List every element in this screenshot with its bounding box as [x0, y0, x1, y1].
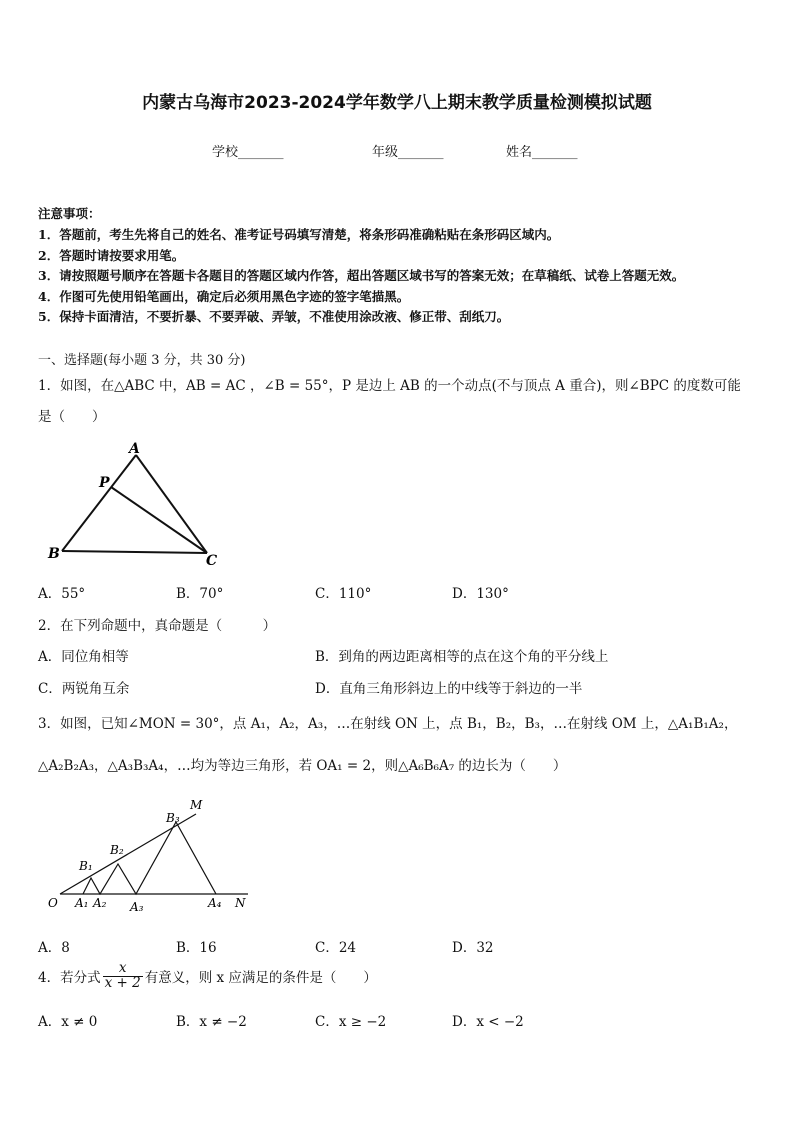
- side-ab: [62, 455, 136, 551]
- q4-option-a[interactable]: A．x ≠ 0: [38, 1014, 98, 1030]
- q3-rays-figure: [38, 792, 263, 917]
- q4-fraction: [103, 962, 143, 990]
- label-b3: B₃: [166, 811, 180, 825]
- q4-suffix: 有意义，则 x 应满足的条件是（ ）: [144, 970, 377, 986]
- q3-stem-line1: 3．如图，已知∠MON = 30°，点 A₁，A₂，A₃，…在射线 ON 上，点 B₁，B₂，B₃，…在射线 OM 上，△A₁B₁A₂，: [38, 716, 738, 732]
- label-c: C: [206, 553, 218, 569]
- label-b: B: [48, 546, 60, 562]
- ray-om: [60, 814, 196, 894]
- q4-numerator: x: [103, 962, 143, 977]
- label-a2: A₂: [93, 896, 107, 910]
- q1-stem-line1: 1．如图，在△ABC 中，AB = AC ，∠B = 55°，P 是边上 AB 的一个动点(不与顶点 A 重合)，则∠BPC 的度数可能: [38, 378, 741, 394]
- q3-stem-line2: △A₂B₂A₃，△A₃B₃A₄，…均为等边三角形，若 OA₁ = 2，则△A₆B₆A₇ 的边长为（ ）: [38, 758, 567, 774]
- label-b2: B₂: [110, 843, 124, 857]
- label-a1: A₁: [75, 896, 89, 910]
- label-a: A: [129, 441, 140, 457]
- label-o: O: [48, 896, 58, 910]
- q1-option-a[interactable]: A．55°: [38, 586, 86, 602]
- q4-option-d[interactable]: D．x < −2: [452, 1014, 524, 1030]
- q3-option-b[interactable]: B．16: [176, 940, 217, 956]
- grade-field: 年级_______: [372, 145, 444, 160]
- notice-item: 2．答题时请按要求用笔。: [38, 248, 185, 263]
- q2-option-b[interactable]: B．到角的两边距离相等的点在这个角的平分线上: [315, 649, 609, 665]
- label-p: P: [99, 475, 110, 491]
- q1-stem-line2: 是（ ）: [38, 409, 106, 425]
- q3-option-c[interactable]: C．24: [315, 940, 357, 956]
- side-bc: [62, 551, 207, 553]
- q4-option-b[interactable]: B．x ≠ −2: [176, 1014, 247, 1030]
- label-n: N: [235, 896, 246, 910]
- q3-option-a[interactable]: A．8: [38, 940, 70, 956]
- name-field: 姓名_______: [506, 145, 578, 160]
- notice-item: 3．请按照题号顺序在答题卡各题目的答题区域内作答，超出答题区域书写的答案无效；在草稿纸、试卷上答题无效。: [38, 268, 685, 283]
- q4-prefix: 4．若分式: [38, 970, 101, 986]
- label-b1: B₁: [79, 859, 93, 873]
- q2-option-d[interactable]: D．直角三角形斜边上的中线等于斜边的一半: [315, 681, 583, 697]
- label-a4: A₄: [208, 896, 222, 910]
- q3-option-d[interactable]: D．32: [452, 940, 494, 956]
- side-ac: [136, 455, 207, 553]
- q1-triangle-figure: [40, 438, 240, 573]
- section-title: 一、选择题(每小题 3 分，共 30 分): [38, 353, 246, 368]
- triangle-chain: [83, 822, 216, 894]
- q4-stem: [38, 962, 377, 990]
- segment-pc: [111, 487, 207, 553]
- label-m: M: [190, 798, 203, 812]
- label-a3: A₃: [130, 900, 144, 914]
- q1-option-b[interactable]: B．70°: [176, 586, 224, 602]
- q4-option-c[interactable]: C．x ≥ −2: [315, 1014, 387, 1030]
- notice-item: 5．保持卡面清洁，不要折暴、不要弄破、弄皱，不准使用涂改液、修正带、刮纸刀。: [38, 309, 510, 324]
- notice-item: 1．答题前，考生先将自己的姓名、准考证号码填写清楚，将条形码准确粘贴在条形码区域内。: [38, 227, 560, 242]
- page-title: 内蒙古乌海市2023-2024学年数学八上期末教学质量检测模拟试题: [142, 93, 652, 113]
- q2-option-c[interactable]: C．两锐角互余: [38, 681, 130, 697]
- q2-stem: 2．在下列命题中，真命题是（ ）: [38, 618, 277, 634]
- notice-item: 4．作图可先使用铅笔画出，确定后必须用黑色字迹的签字笔描黑。: [38, 289, 410, 304]
- school-field: 学校_______: [212, 145, 284, 160]
- notice-heading: 注意事项：: [38, 206, 101, 221]
- q1-option-c[interactable]: C．110°: [315, 586, 372, 602]
- q2-option-a[interactable]: A．同位角相等: [38, 649, 129, 665]
- q4-denominator: x + 2: [104, 974, 141, 991]
- q1-option-d[interactable]: D．130°: [452, 586, 509, 602]
